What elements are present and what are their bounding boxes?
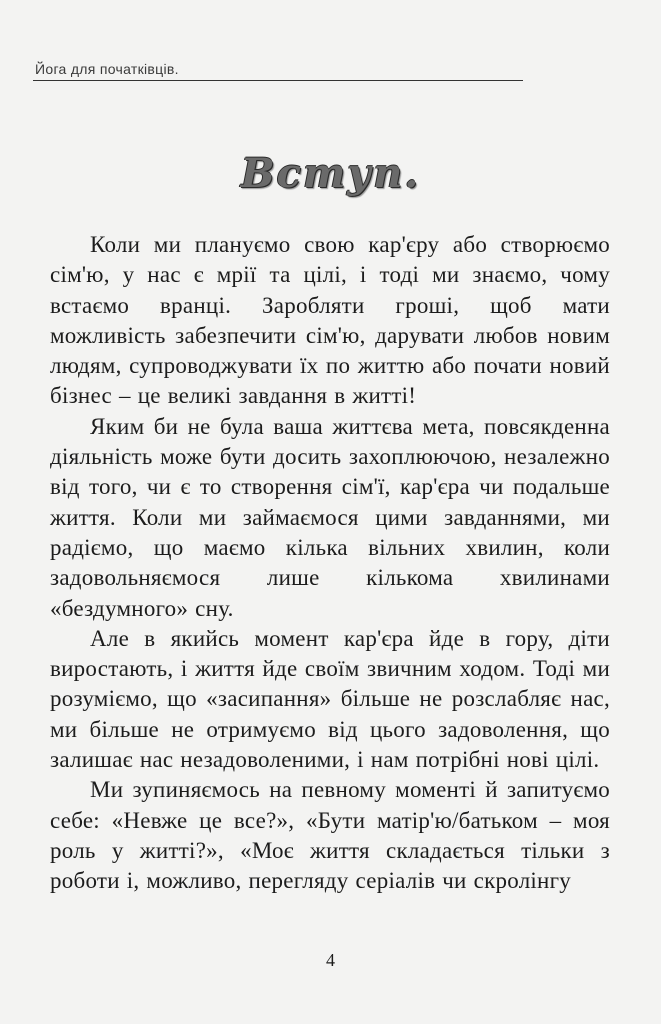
paragraph: Яким би не була ваша життєва мета, повсякденна діяльність може бути досить захоплюючою, незалежно від того, чи є то створення сім'ї, кар'єра чи подальше життя. Коли ми займаємося цими завданнями, ми радіємо, що маємо кілька вільних хвилин, коли задовольняємося лише кількома хвилинами «бездумного» сну. [50, 413, 610, 621]
header-rule [33, 80, 523, 81]
page-number: 4 [326, 950, 335, 970]
paragraph: Ми зупиняємось на певному моменті й запитуємо себе: «Невже це все?», «Бути матір'ю/батьком – моя роль у житті?», «Моє життя складається тільки з роботи і, можливо, перегляду серіалів чи скролінгу [50, 777, 610, 894]
chapter-title: Вступ. [240, 150, 421, 197]
body-text [50, 230, 610, 897]
paragraph: Коли ми плануємо свою кар'єру або створюємо сім'ю, у нас є мрії та цілі, і тоді ми знаємо, чому встаємо вранці. Заробляти гроші, щоб мати можливість забезпечити сім'ю, дарувати любов новим людям, супроводжувати їх по життю або почати новий бізнес – це великі завдання в житті! [50, 232, 610, 409]
paragraph: Але в якийсь момент кар'єра йде в гору, діти виростають, і життя йде своїм звичним ходом. Тоді ми розуміємо, що «засипання» більше не розслабляє нас, ми більше не отримуємо від цього задоволення, що залишає нас незадоволеними, і нам потрібні нові цілі. [50, 625, 610, 773]
running-header: Йога для початківців. [35, 61, 179, 77]
